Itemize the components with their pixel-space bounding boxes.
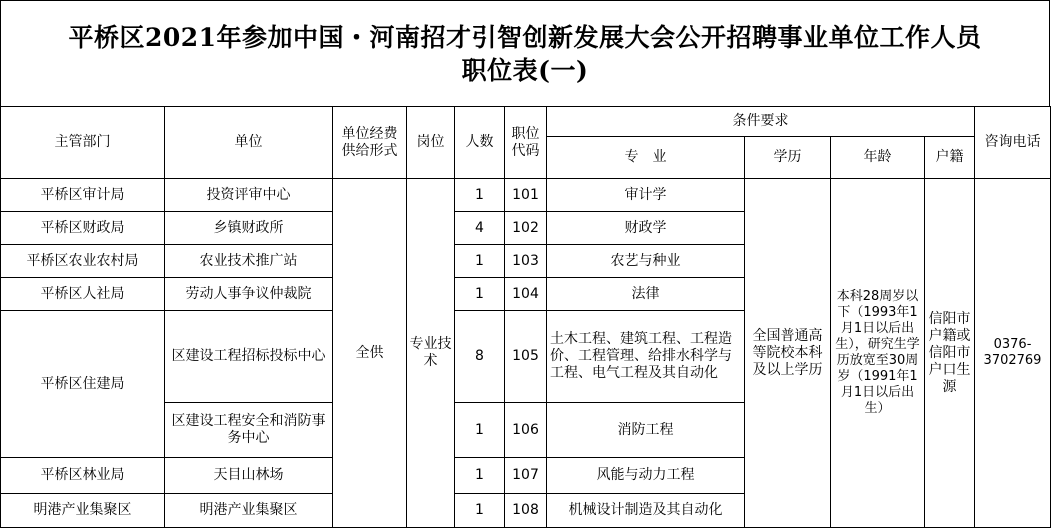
cell-code: 103	[505, 245, 547, 278]
cell-dept: 平桥区财政局	[1, 212, 165, 245]
cell-major: 风能与动力工程	[547, 458, 745, 494]
cell-age: 本科28周岁以下（1993年1月1日以后出生），研究生学历放宽至30周岁（1991年1月1日以后出生）	[831, 179, 925, 528]
cell-code: 104	[505, 278, 547, 311]
cell-unit: 区建设工程安全和消防事务中心	[165, 403, 333, 458]
cell-phone: 0376-3702769	[975, 179, 1051, 528]
cell-count: 1	[455, 245, 505, 278]
header-hukou: 户籍	[925, 137, 975, 179]
cell-unit: 农业技术推广站	[165, 245, 333, 278]
cell-dept: 平桥区农业农村局	[1, 245, 165, 278]
cell-dept: 平桥区林业局	[1, 458, 165, 494]
cell-major: 土木工程、建筑工程、工程造价、工程管理、给排水科学与工程、电气工程及其自动化	[547, 311, 745, 403]
header-dept: 主管部门	[1, 107, 165, 179]
cell-major: 审计学	[547, 179, 745, 212]
cell-code: 107	[505, 458, 547, 494]
cell-unit: 区建设工程招标投标中心	[165, 311, 333, 403]
cell-major: 财政学	[547, 212, 745, 245]
header-unit: 单位	[165, 107, 333, 179]
header-education: 学历	[745, 137, 831, 179]
cell-unit: 明港产业集聚区	[165, 494, 333, 528]
header-post: 岗位	[407, 107, 455, 179]
cell-code: 101	[505, 179, 547, 212]
cell-dept: 平桥区审计局	[1, 179, 165, 212]
cell-count: 1	[455, 494, 505, 528]
cell-unit: 投资评审中心	[165, 179, 333, 212]
cell-count: 8	[455, 311, 505, 403]
cell-post: 专业技术	[407, 179, 455, 528]
table-row	[1, 179, 1051, 212]
cell-count: 1	[455, 278, 505, 311]
header-code: 职位代码	[505, 107, 547, 179]
page-subtitle: 职位表(一)	[461, 55, 589, 85]
cell-dept: 明港产业集聚区	[1, 494, 165, 528]
cell-code: 105	[505, 311, 547, 403]
cell-unit: 乡镇财政所	[165, 212, 333, 245]
cell-funding: 全供	[333, 179, 407, 528]
page-title: 平桥区2021年参加中国・河南招才引智创新发展大会公开招聘事业单位工作人员	[68, 22, 982, 52]
cell-education: 全国普通高等院校本科及以上学历	[745, 179, 831, 528]
title-box	[0, 0, 1050, 106]
header-major: 专 业	[547, 137, 745, 179]
cell-count: 1	[455, 458, 505, 494]
cell-code: 102	[505, 212, 547, 245]
cell-unit: 劳动人事争议仲裁院	[165, 278, 333, 311]
cell-dept: 平桥区人社局	[1, 278, 165, 311]
cell-hukou: 信阳市户籍或信阳市户口生源	[925, 179, 975, 528]
cell-dept: 平桥区住建局	[1, 311, 165, 458]
cell-count: 1	[455, 179, 505, 212]
header-funding: 单位经费供给形式	[333, 107, 407, 179]
positions-table	[0, 106, 1051, 528]
cell-count: 4	[455, 212, 505, 245]
cell-count: 1	[455, 403, 505, 458]
cell-major: 农艺与种业	[547, 245, 745, 278]
cell-major: 机械设计制造及其自动化	[547, 494, 745, 528]
header-phone: 咨询电话	[975, 107, 1051, 179]
cell-unit: 天目山林场	[165, 458, 333, 494]
cell-major: 消防工程	[547, 403, 745, 458]
cell-code: 106	[505, 403, 547, 458]
header-conditions: 条件要求	[547, 107, 975, 137]
header-count: 人数	[455, 107, 505, 179]
cell-major: 法律	[547, 278, 745, 311]
header-age: 年龄	[831, 137, 925, 179]
cell-code: 108	[505, 494, 547, 528]
